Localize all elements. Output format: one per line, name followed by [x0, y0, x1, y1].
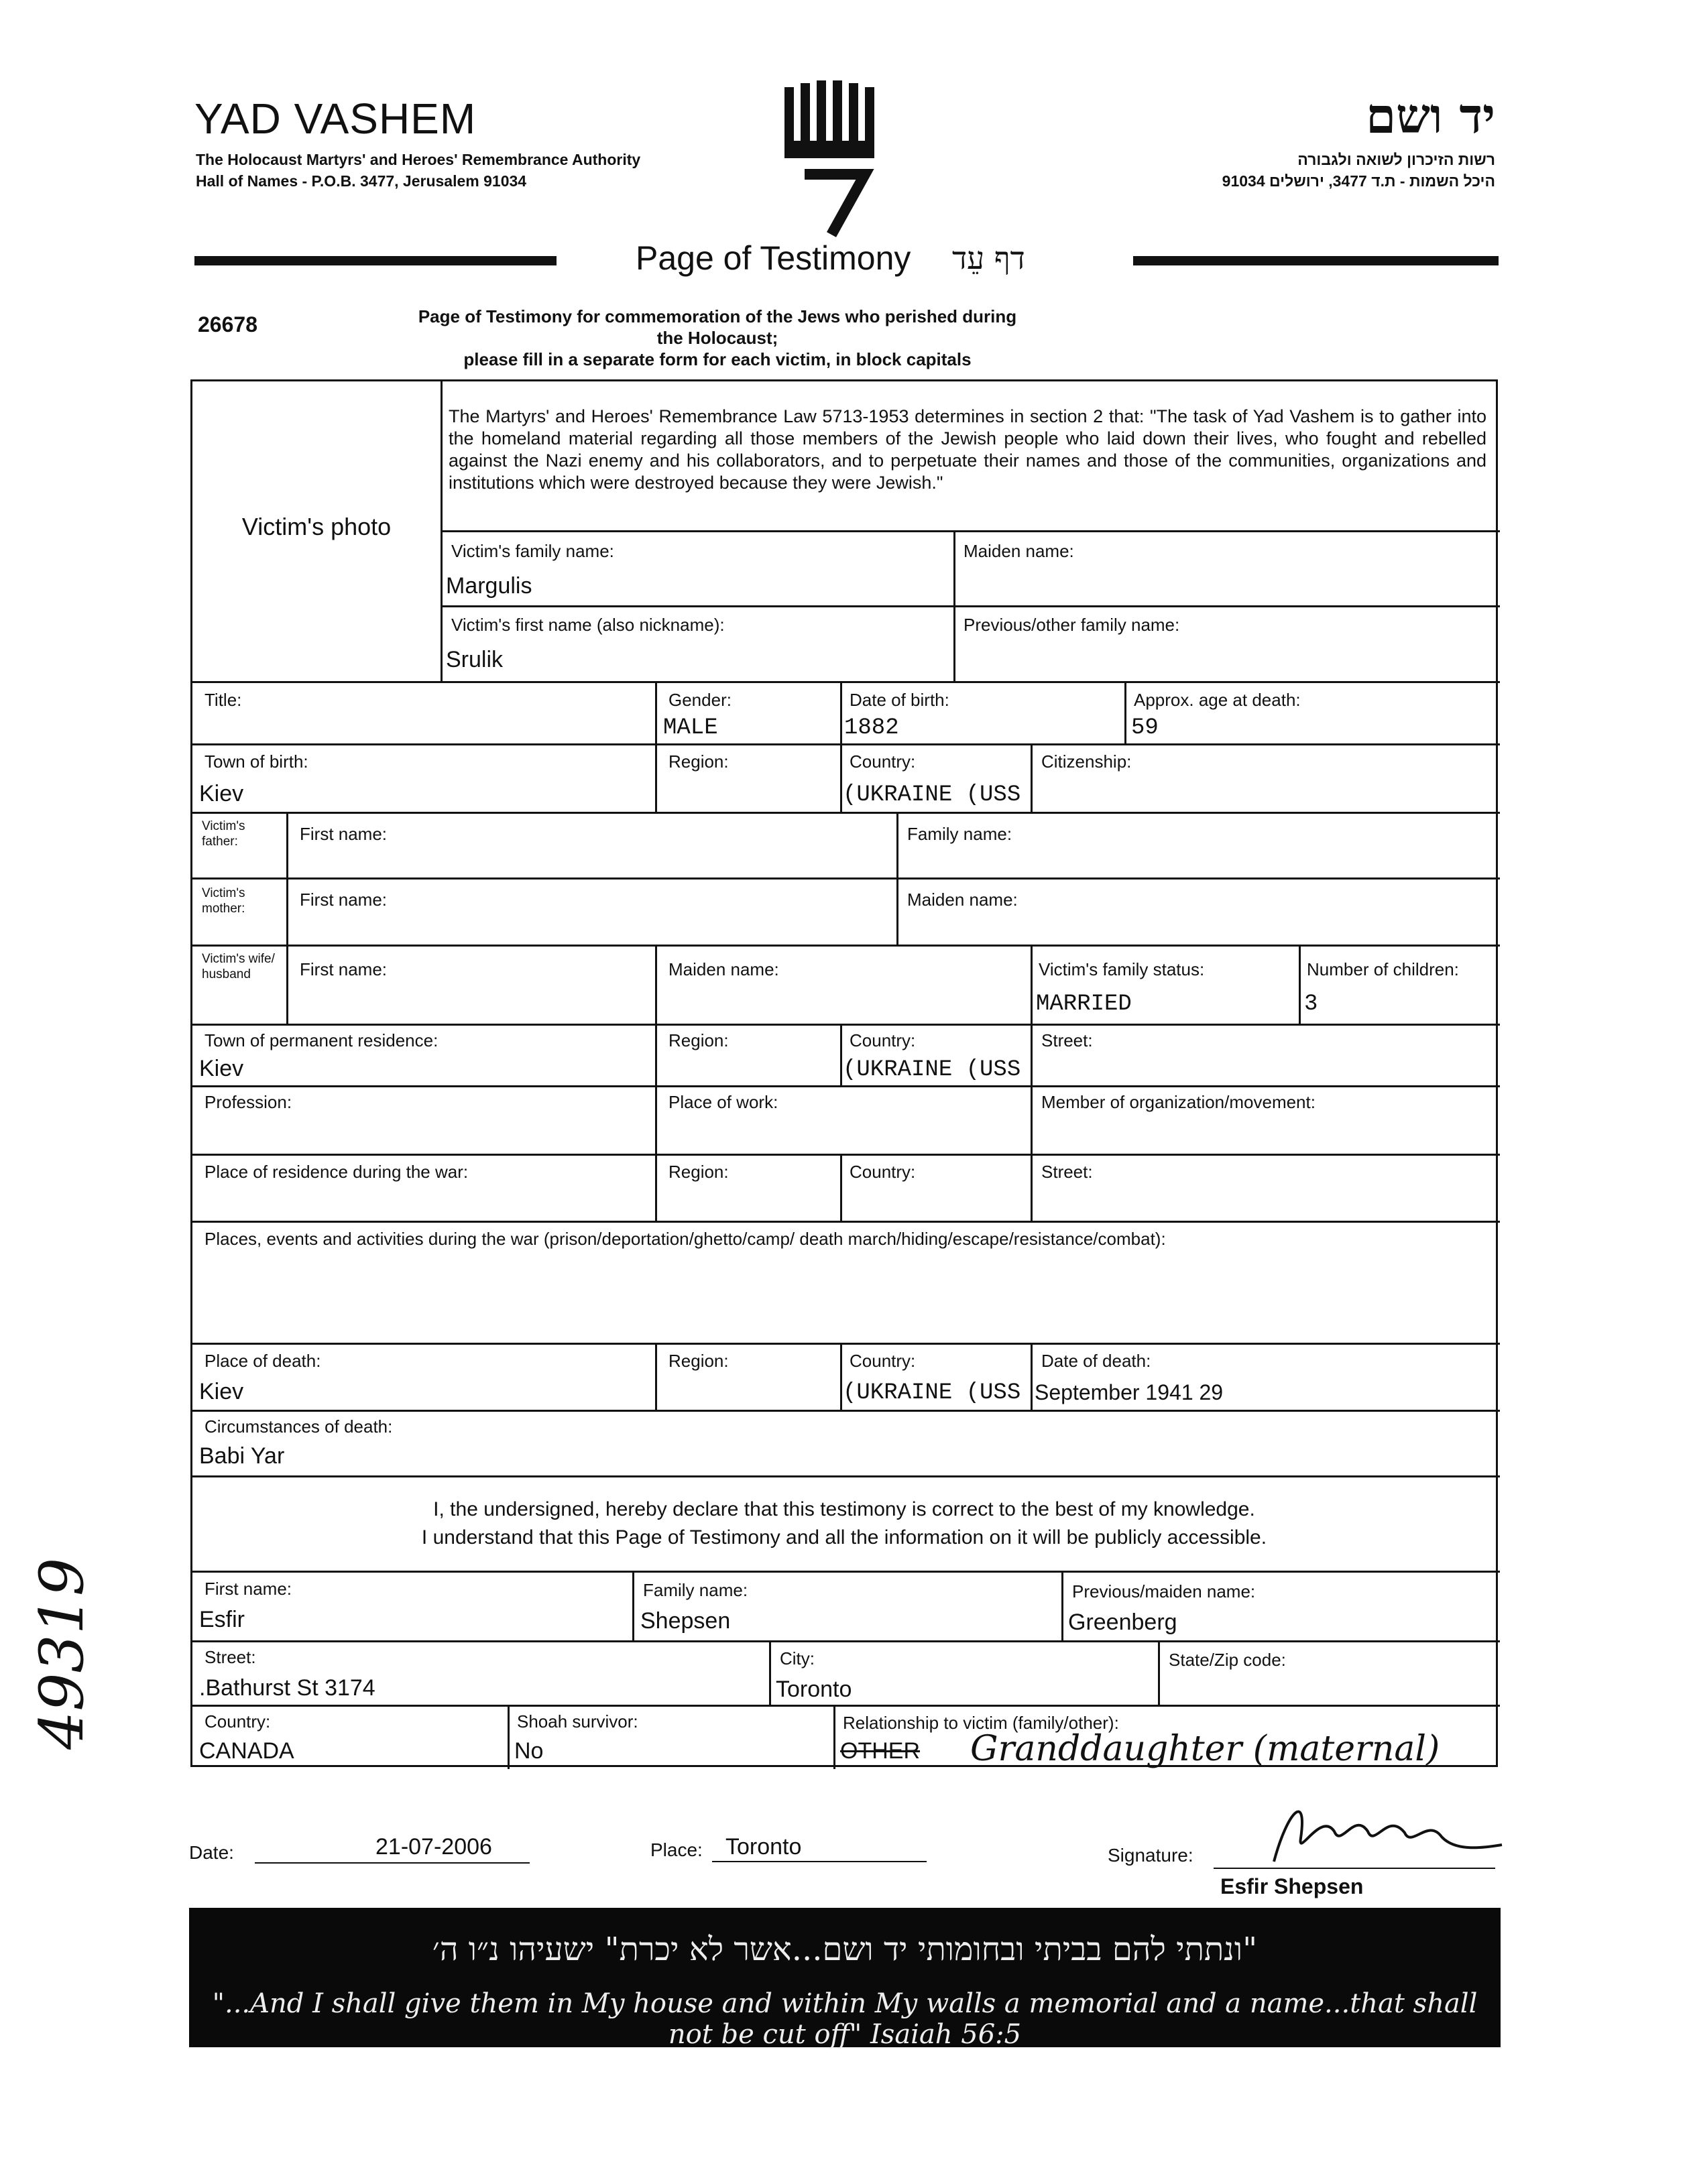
- death-region-label: Region:: [668, 1351, 729, 1371]
- submitter-family-name-value[interactable]: Shepsen: [640, 1608, 731, 1634]
- submitter-country-value[interactable]: CANADA: [199, 1738, 294, 1764]
- death-place-label: Place of death:: [205, 1351, 321, 1371]
- header-rule-right: [1133, 256, 1499, 265]
- signer-name: Esfir Shepsen: [1220, 1874, 1364, 1898]
- submitter-city-label: City:: [780, 1648, 815, 1669]
- war-country-label: Country:: [850, 1162, 916, 1182]
- relationship-label: Relationship to victim (family/other):: [843, 1713, 1119, 1733]
- relationship-struck-value[interactable]: OTHER: [840, 1738, 920, 1764]
- town-of-birth-label: Town of birth:: [205, 751, 308, 772]
- declaration-line-1: I, the undersigned, hereby declare that this testimony is correct to the best of my knowledge.: [433, 1498, 1255, 1520]
- submitter-first-name-value[interactable]: Esfir: [199, 1607, 245, 1632]
- residence-country-label: Country:: [850, 1030, 916, 1050]
- children-value[interactable]: 3: [1304, 991, 1318, 1017]
- date-value[interactable]: 21-07-2006: [375, 1834, 492, 1860]
- reference-number: 26678: [198, 312, 257, 337]
- organization-label: Member of organization/movement:: [1041, 1092, 1316, 1112]
- org-subtitle: The Holocaust Martyrs' and Heroes' Remembrance Authority: [196, 151, 641, 168]
- gender-label: Gender:: [668, 690, 732, 710]
- form-title: Page of Testimony: [636, 239, 911, 277]
- birth-country-label: Country:: [850, 751, 916, 772]
- mother-first-name-label: First name:: [300, 890, 388, 910]
- first-name-label: Victim's first name (also nickname):: [451, 615, 725, 635]
- other-family-name-label: Previous/other family name:: [964, 615, 1180, 635]
- workplace-label: Place of work:: [668, 1092, 778, 1112]
- submitter-previous-name-label: Previous/maiden name:: [1072, 1581, 1256, 1601]
- submitter-previous-name-value[interactable]: Greenberg: [1068, 1610, 1177, 1635]
- war-events-label: Places, events and activities during the war (prison/deportation/ghetto/camp/ death march/hiding/escape/resistance/combat):: [205, 1229, 1166, 1249]
- banner-english: "...And I shall give them in My house and within My walls a memorial and a name...that shall not be cut off" Isaiah 56:5: [212, 1988, 1478, 2050]
- father-first-name-label: First name:: [300, 824, 388, 844]
- spouse-label: Victim's wife/ husband: [202, 952, 275, 981]
- war-street-label: Street:: [1041, 1162, 1093, 1182]
- instructions-line-1: Page of Testimony for commemoration of the Jews who perished during the Holocaust;: [418, 306, 1017, 348]
- declaration: [192, 1496, 1496, 1552]
- declaration-line-2: I understand that this Page of Testimony and all the information on it will be publicly accessible.: [421, 1526, 1267, 1549]
- signature-label: Signature:: [1108, 1845, 1193, 1866]
- father-family-name-label: Family name:: [907, 824, 1012, 844]
- residence-region-label: Region:: [668, 1030, 729, 1050]
- death-date-value[interactable]: September 1941 29: [1035, 1380, 1224, 1404]
- children-label: Number of children:: [1307, 959, 1459, 979]
- death-circumstances-value[interactable]: Babi Yar: [199, 1443, 285, 1469]
- family-name-value[interactable]: Margulis: [446, 573, 532, 599]
- war-region-label: Region:: [668, 1162, 729, 1182]
- instructions-line-2: please fill in a separate form for each victim, in block capitals: [463, 349, 972, 369]
- mother-label: Victim's mother:: [202, 886, 245, 916]
- dob-value[interactable]: 1882: [844, 715, 899, 741]
- org-address-hebrew: [1222, 149, 1495, 192]
- death-place-value[interactable]: Kiev: [199, 1379, 244, 1404]
- maiden-name-label: Maiden name:: [964, 541, 1074, 561]
- form-title-hebrew: דף עֵד: [952, 240, 1025, 276]
- death-date-label: Date of death:: [1041, 1351, 1151, 1371]
- birth-country-value[interactable]: (UKRAINE (USS: [843, 782, 1021, 808]
- town-of-residence-value[interactable]: Kiev: [199, 1056, 244, 1081]
- org-name: YAD VASHEM: [194, 95, 477, 143]
- submitter-first-name-label: First name:: [205, 1579, 292, 1599]
- mother-maiden-name-label: Maiden name:: [907, 890, 1018, 910]
- relationship-handwritten-value[interactable]: Granddaughter (maternal): [970, 1729, 1440, 1769]
- town-of-birth-value[interactable]: Kiev: [199, 781, 244, 806]
- handwritten-signature: [1261, 1784, 1509, 1872]
- birth-region-label: Region:: [668, 751, 729, 772]
- submitter-family-name-label: Family name:: [643, 1580, 748, 1600]
- residence-street-label: Street:: [1041, 1030, 1093, 1050]
- date-label: Date:: [189, 1842, 234, 1863]
- banner-hebrew: "ונתתי להם בביתי ובחומותי יד ושם...אשר לא יכרת" ישעיהו נ״ו ה׳: [432, 1931, 1258, 1968]
- gender-value[interactable]: MALE: [663, 715, 718, 741]
- father-label: Victim's father:: [202, 819, 245, 849]
- law-text: The Martyrs' and Heroes' Remembrance Law 5713-1953 determines in section 2 that: "The task of Yad Vashem is to gather into the homeland material regarding all those members of the Jewish people who laid down their lives, who fought and rebelled against the Nazi enemy and his collaborators, and to perpetuate their names and those of the communities, organizations and institutions which were destroyed because they were Jewish.": [449, 406, 1486, 493]
- instructions: [416, 306, 1019, 370]
- family-name-label: Victim's family name:: [451, 541, 614, 561]
- submitter-zip-label: State/Zip code:: [1169, 1650, 1286, 1670]
- title-label: Title:: [205, 690, 242, 710]
- org-po-box-hebrew: היכל השמות - ת.ד 3477, ירושלים 91034: [1222, 172, 1495, 190]
- header-rule-left: [194, 256, 557, 265]
- age-value[interactable]: 59: [1131, 715, 1159, 741]
- spouse-maiden-name-label: Maiden name:: [668, 959, 779, 979]
- town-of-residence-label: Town of permanent residence:: [205, 1030, 439, 1050]
- age-label: Approx. age at death:: [1134, 690, 1301, 710]
- submitter-street-value[interactable]: .Bathurst St 3174: [199, 1675, 375, 1701]
- first-name-value[interactable]: Srulik: [446, 647, 504, 672]
- shoah-survivor-value[interactable]: No: [514, 1738, 544, 1764]
- handwritten-side-number: 49319: [27, 1557, 97, 1750]
- spouse-first-name-label: First name:: [300, 959, 388, 979]
- org-subtitle-hebrew: רשות הזיכרון לשואה ולגבורה: [1297, 151, 1495, 168]
- menorah-logo-icon: [778, 80, 885, 241]
- submitter-country-label: Country:: [205, 1711, 271, 1732]
- profession-label: Profession:: [205, 1092, 292, 1112]
- submitter-street-label: Street:: [205, 1647, 256, 1667]
- victim-photo-placeholder: Victim's photo: [241, 513, 392, 540]
- residence-country-value[interactable]: (UKRAINE (USS: [843, 1057, 1021, 1083]
- isaiah-banner: [189, 1908, 1501, 2050]
- citizenship-label: Citizenship:: [1041, 751, 1132, 772]
- testimony-form: [190, 379, 1498, 1767]
- war-residence-label: Place of residence during the war:: [205, 1162, 469, 1182]
- death-country-value[interactable]: (UKRAINE (USS: [843, 1380, 1021, 1406]
- dob-label: Date of birth:: [850, 690, 949, 710]
- family-status-label: Victim's family status:: [1039, 959, 1205, 979]
- family-status-value[interactable]: MARRIED: [1036, 991, 1132, 1017]
- death-country-label: Country:: [850, 1351, 916, 1371]
- org-address: [196, 149, 640, 192]
- place-value[interactable]: Toronto: [725, 1834, 802, 1860]
- place-label: Place:: [650, 1839, 703, 1860]
- death-circumstances-label: Circumstances of death:: [205, 1416, 393, 1437]
- org-name-hebrew: יד ושם: [1366, 87, 1495, 144]
- org-po-box: Hall of Names - P.O.B. 3477, Jerusalem 91034: [196, 172, 527, 190]
- shoah-survivor-label: Shoah survivor:: [517, 1711, 638, 1732]
- submitter-city-value[interactable]: Toronto: [776, 1677, 852, 1702]
